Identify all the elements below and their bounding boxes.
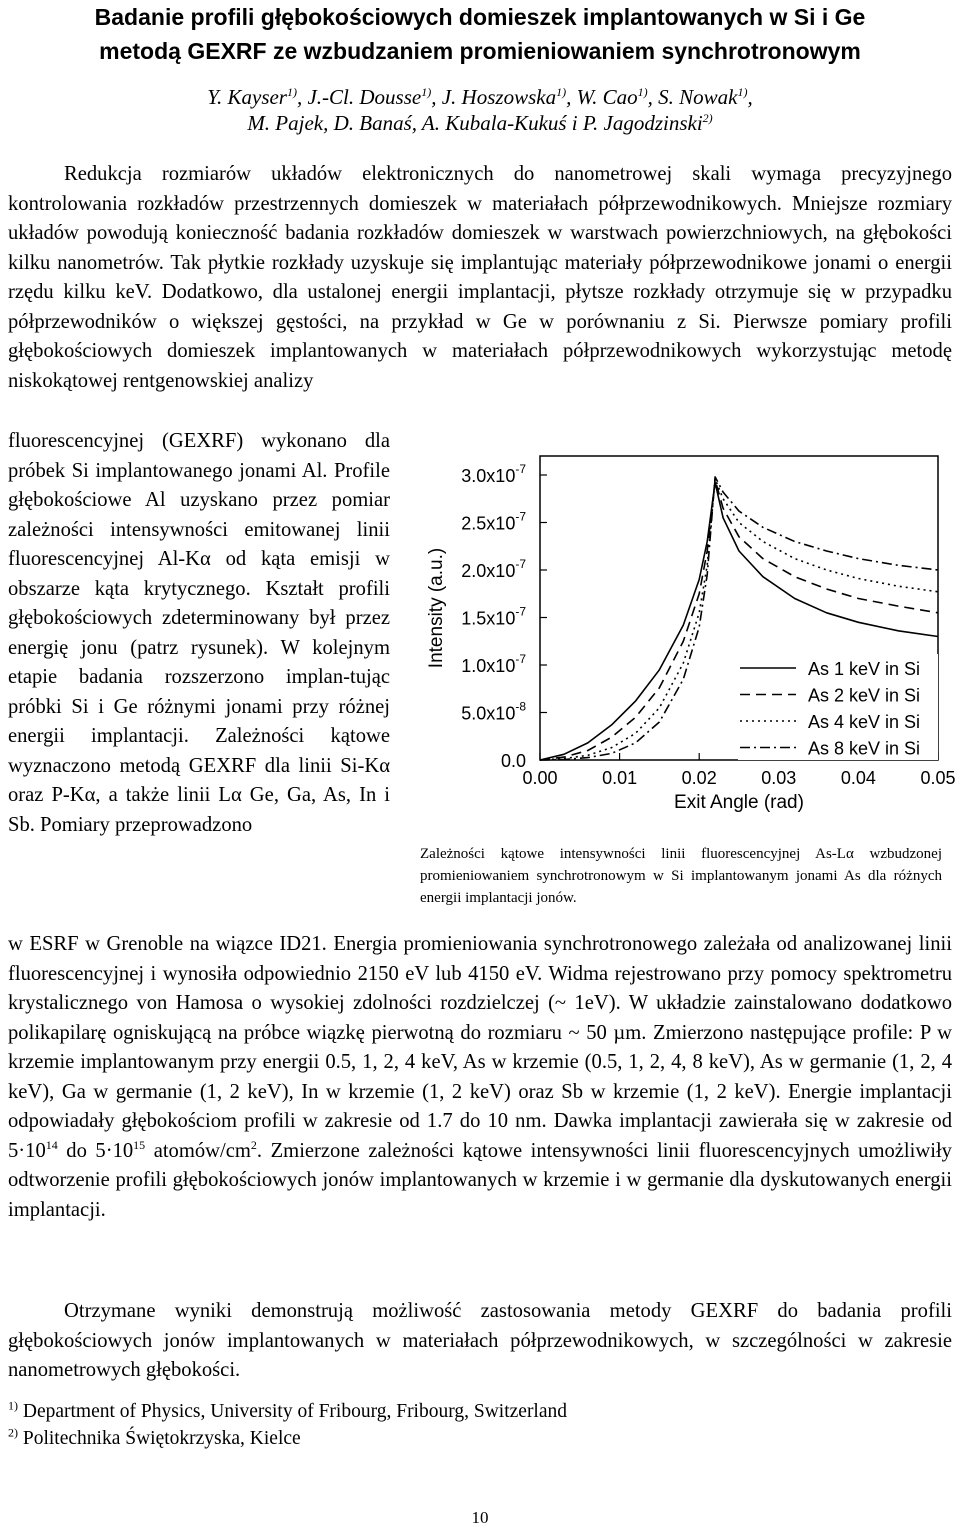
author-list	[0, 84, 960, 136]
abstract-paragraph-continued: w ESRF w Grenoble na wiązce ID21. Energia promieniowania synchrotronowego zależała od analizowanej linii fluorescencyjnej i wynosiła odpowiednio 2150 eV lub 4150 eV. Widma rejestrowano przy pomocy spektrometru krystalicznego von Hamosa o wysokiej zdolności rozdzielczej (~ 1eV). W układzie zainstalowano dodatkowo polikapilarę ogniskującą na próbce wiązkę pierwotną do rozmiaru ~ 50 µm. Zmierzono następujące profile: P w krzemie implantowanym przy energii 0.5, 1, 2, 4 keV, As w krzemie (0.5, 1, 2, 4, 8 keV), As w germanie (1, 2, 4 keV), Ga w germanie (1, 2 keV), In w krzemie (1, 2 keV) oraz Sb w krzemie (1, 2 keV). Energie implantacji odpowiadały głębokościom profili w zakresie od 1.7 do 10 nm. Dawka implantacji zawierała się w zakresie od $5\cdot 10^{14}$ do $5\cdot 10^{15}$ atomów/$cm^2$. Zmierzone zależności kątowe intensywności linii fluorescencyjnych umożliwiły odtworzenie profili głębokościowych jonów implantowanych w krzemie i w germanie dla dyskutowanych energii implantacji.	[8, 933, 952, 1221]
y-tick-label: $3.0x10^{-7}$	[461, 462, 526, 486]
page-number: 10	[471, 1508, 489, 1527]
y-tick-label: $2.5x10^{-7}$	[461, 509, 526, 534]
y-tick-label: 0.0	[500, 751, 526, 771]
legend-label-3: As 4 keV in Si	[808, 712, 921, 732]
x-tick-label: 0.02	[681, 768, 717, 788]
y-tick-label: $5.0x10^{-8}$	[461, 699, 526, 724]
y-tick-label: $2.0x10^{-7}$	[461, 557, 526, 581]
title-line-2: metodą GEXRF ze wzbudzaniem promieniowaniem synchrotronowym	[99, 38, 861, 64]
y-axis-label: Intensity (a.u.)	[426, 547, 447, 669]
x-tick-label: 0.01	[602, 768, 638, 788]
x-tick-label: 0.05	[920, 768, 956, 788]
y-tick-label: $1.0x10^{-7}$	[461, 652, 526, 676]
abstract-paragraph-intro: Redukcja rozmiarów układów elektronicznych do nanometrowej skali wymaga precyzyjnego kontrolowania rozkładów przestrzennych domieszek w materiałach półprzewodnikowych. Mniejsze rozmiary układów powodują konieczność badania rozkładów domieszek w warstwach powierzchniowych, na głębokości kilku nanometrów. Tak płytkie rozkłady uzyskuje się implantując materiały półprzewodnikowe jonami o energii rzędu kilku keV. Dodatkowo, dla ustalonej energii implantacji, płytsze rozkłady otrzymuje się w przypadku półprzewodników o większej gęstości, na przykład w Ge w porównaniu z Si. Pierwsze pomiary profili głębokościowych domieszek implantowanych w materiałach półprzewodnikowych wykorzystując metodę niskokątowej rentgenowskiej analizy	[8, 163, 952, 392]
footnote-1: $^{1)}$ Department of Physics, University of Fribourg, Fribourg, Switzerland	[8, 1398, 568, 1422]
legend-label-4: As 8 keV in Si	[808, 738, 921, 759]
figure-caption: Zależności kątowe intensywności linii fluorescencyjnej As-Lα wzbudzonej promieniowaniem synchrotronowym w Si implantowanym jonami As dla różnych energii implantacji jonów.	[420, 846, 942, 906]
footnote-2: $^{2)}$ Politechnika Świętokrzyska, Kielce	[8, 1425, 301, 1449]
legend-label-2: As 2 keV in Si	[808, 685, 921, 706]
intensity-chart	[422, 452, 958, 830]
y-tick-label: $1.5x10^{-7}$	[461, 604, 526, 629]
legend-label-1: As 1 keV in Si	[808, 659, 921, 679]
conclusion-paragraph: Otrzymane wyniki demonstrują możliwość zastosowania metody GEXRF do badania profili głębokościowych jonów implantowanych w materiałach półprzewodnikowych, w szczególności w zakresie nanometrowych głębokości.	[8, 1300, 952, 1381]
x-axis-label: Exit Angle (rad)	[674, 792, 804, 813]
abstract-paragraph-side: fluorescencyjnej (GEXRF) wykonano dla próbek Si implantowanego jonami Al. Profile głębokościowe Al uzyskano przez pomiar zależności intensywności emitowanej linii fluorescencyjnej Al-Kα od kąta emisji w obszarze kąta krytycznego. Kształt profili głębokościowych zdeterminowany był przez energię jonu (patrz rysunek). W kolejnym etapie badania rozszerzono implan-tując próbki Si i Ge różnymi jonami przy różnej energii implantacji. Zależności kątowe wyznaczono metodą GEXRF dla linii Si-Kα oraz P-Kα, a także linii Lα Ge, Ga, As, In i Sb. Pomiary przeprowadzono	[8, 430, 390, 836]
title-line-1: Badanie profili głębokościowych domieszek implantowanych w Si i Ge	[94, 4, 866, 30]
authors-line-2: M. Pajek, D. Banaś, A. Kubala-Kukuś i P. Jagodzinski$^{2)}$	[247, 111, 713, 135]
x-tick-label: 0.03	[761, 768, 797, 788]
chart-svg	[422, 452, 958, 830]
x-tick-label: 0.00	[522, 768, 558, 788]
authors-line-1: Y. Kayser$^{1)}$, J.-Cl. Dousse$^{1)}$, J. Hoszowska$^{1)}$, W. Cao$^{1)}$, S. Nowak$^{1)}$,	[207, 85, 753, 109]
paper-title	[0, 0, 960, 68]
x-tick-label: 0.04	[840, 768, 876, 788]
